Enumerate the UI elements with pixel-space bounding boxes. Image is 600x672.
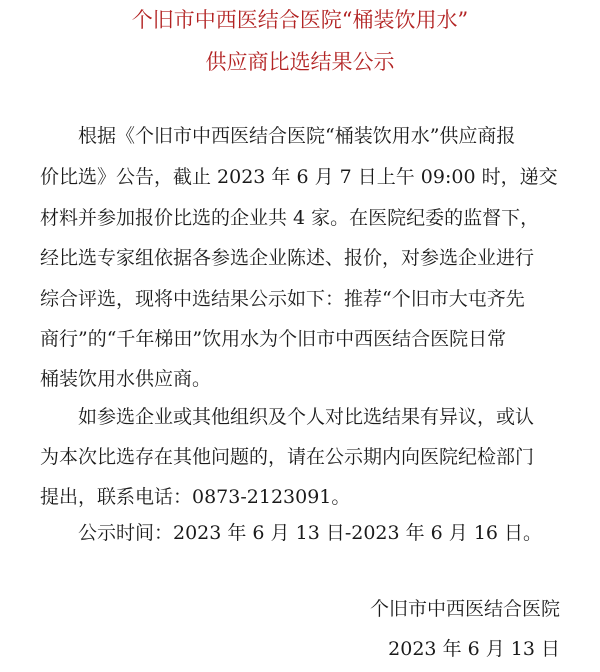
signature-organization: 个旧市中西医结合医院 xyxy=(369,598,560,620)
signature-date: 2023 年 6 月 13 日 xyxy=(388,638,560,660)
paragraph-1-line-3: 材料并参加报价比选的企业共 4 家。在医院纪委的监督下， xyxy=(40,207,540,229)
paragraph-2-line-2: 为本次比选存在其他问题的，请在公示期内向医院纪检部门 xyxy=(40,446,535,468)
paragraph-1-line-5: 综合评选，现将中选结果公示如下：推荐“个旧市大屯齐先 xyxy=(40,288,525,310)
document-title-line-1: 个旧市中西医结合医院“桶装饮用水” xyxy=(131,8,469,32)
paragraph-1-line-4: 经比选专家组依据各参选企业陈述、报价，对参选企业进行 xyxy=(40,247,535,269)
document-title-line-2: 供应商比选结果公示 xyxy=(205,50,395,74)
paragraph-2-line-1: 如参选企业或其他组织及个人对比选结果有异议，或认 xyxy=(78,406,535,428)
paragraph-1-line-2: 价比选》公告，截止 2023 年 6 月 7 日上午 09:00 时，递交 xyxy=(40,166,558,188)
paragraph-1-line-7: 桶装饮用水供应商。 xyxy=(40,368,212,390)
paragraph-2-line-3: 提出，联系电话：0873-2123091。 xyxy=(40,486,351,508)
paragraph-1-line-6: 商行”的“千年梯田”饮用水为个旧市中西医结合医院日常 xyxy=(40,328,507,350)
announcement-period: 公示时间：2023 年 6 月 13 日-2023 年 6 月 16 日。 xyxy=(78,522,543,544)
paragraph-1-line-1: 根据《个旧市中西医结合医院“桶装饮用水”供应商报 xyxy=(78,125,516,147)
